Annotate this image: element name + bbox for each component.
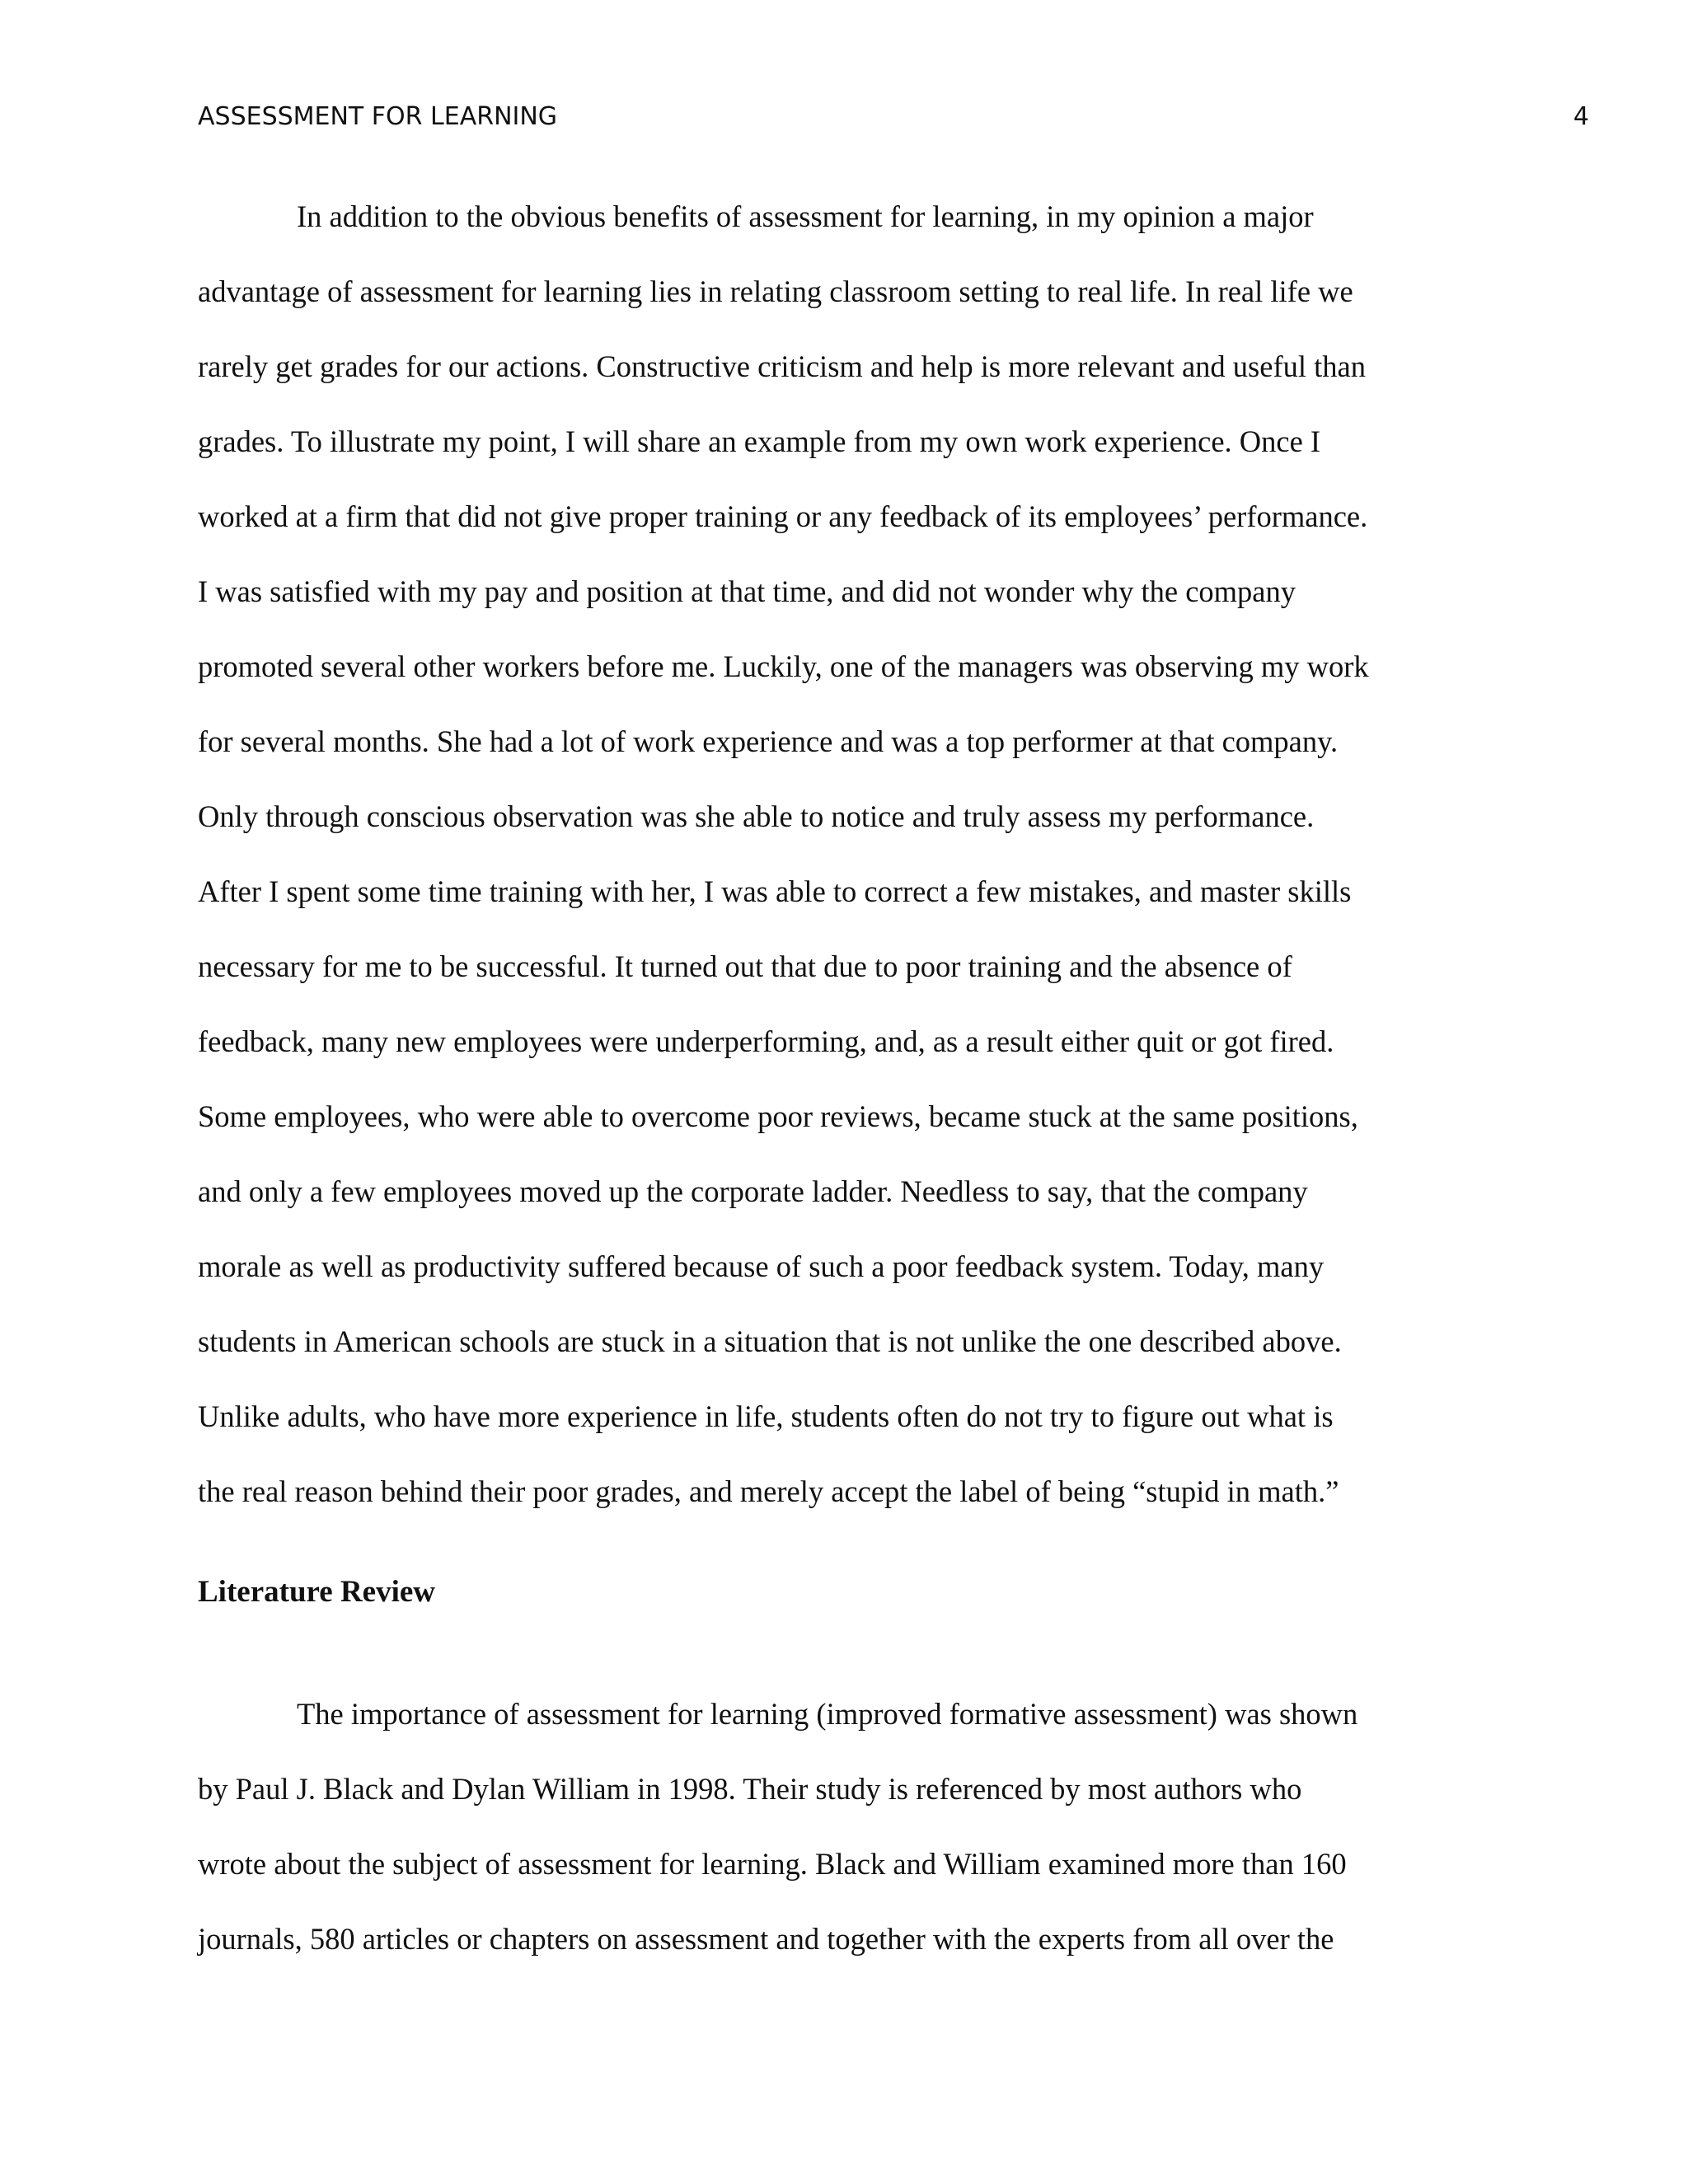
text-line: advantage of assessment for learning lies in relating classroom setting to real life. In real life we xyxy=(198,274,1353,308)
text-line: and only a few employees moved up the corporate ladder. Needless to say, that the company xyxy=(198,1174,1308,1208)
text-line: by Paul J. Black and Dylan William in 1998. Their study is referenced by most authors who xyxy=(198,1772,1302,1806)
text-line: promoted several other workers before me. Luckily, one of the managers was observing my work xyxy=(198,649,1369,683)
text-line: morale as well as productivity suffered because of such a poor feedback system. Today, many xyxy=(198,1249,1325,1283)
text-line: for several months. She had a lot of work experience and was a top performer at that company. xyxy=(198,724,1339,758)
text-line: After I spent some time training with her, I was able to correct a few mistakes, and master skills xyxy=(198,874,1352,908)
text-line: Only through conscious observation was she able to notice and truly assess my performance. xyxy=(198,799,1315,833)
text-line: feedback, many new employees were underperforming, and, as a result either quit or got fired. xyxy=(198,1024,1334,1058)
page-number: 4 xyxy=(1573,102,1589,131)
running-head: ASSESSMENT FOR LEARNING xyxy=(198,102,558,131)
text-line: rarely get grades for our actions. Constructive criticism and help is more relevant and useful than xyxy=(198,349,1366,383)
text-line: The importance of assessment for learning (improved formative assessment) was shown xyxy=(297,1697,1358,1731)
text-line: grades. To illustrate my point, I will share an example from my own work experience. Once I xyxy=(198,424,1321,458)
text-line: necessary for me to be successful. It turned out that due to poor training and the absence of xyxy=(198,949,1292,983)
text-line: In addition to the obvious benefits of assessment for learning, in my opinion a major xyxy=(297,199,1314,233)
text-line: Unlike adults, who have more experience in life, students often do not try to figure out what is xyxy=(198,1399,1334,1433)
text-line: Some employees, who were able to overcome poor reviews, became stuck at the same positions, xyxy=(198,1099,1358,1133)
text-line: journals, 580 articles or chapters on assessment and together with the experts from all over the xyxy=(198,1922,1334,1956)
text-line: I was satisfied with my pay and position at that time, and did not wonder why the company xyxy=(198,574,1296,608)
text-line: students in American schools are stuck in a situation that is not unlike the one described above. xyxy=(198,1324,1342,1358)
text-line: the real reason behind their poor grades, and merely accept the label of being “stupid in math.” xyxy=(198,1474,1339,1508)
text-line: worked at a firm that did not give proper training or any feedback of its employees’ performance. xyxy=(198,499,1368,533)
body-paragraph xyxy=(198,179,1500,1529)
section-heading: Literature Review xyxy=(198,1575,436,1609)
text-line: wrote about the subject of assessment for learning. Black and William examined more than 160 xyxy=(198,1847,1347,1881)
body-paragraph xyxy=(198,1676,1500,1976)
